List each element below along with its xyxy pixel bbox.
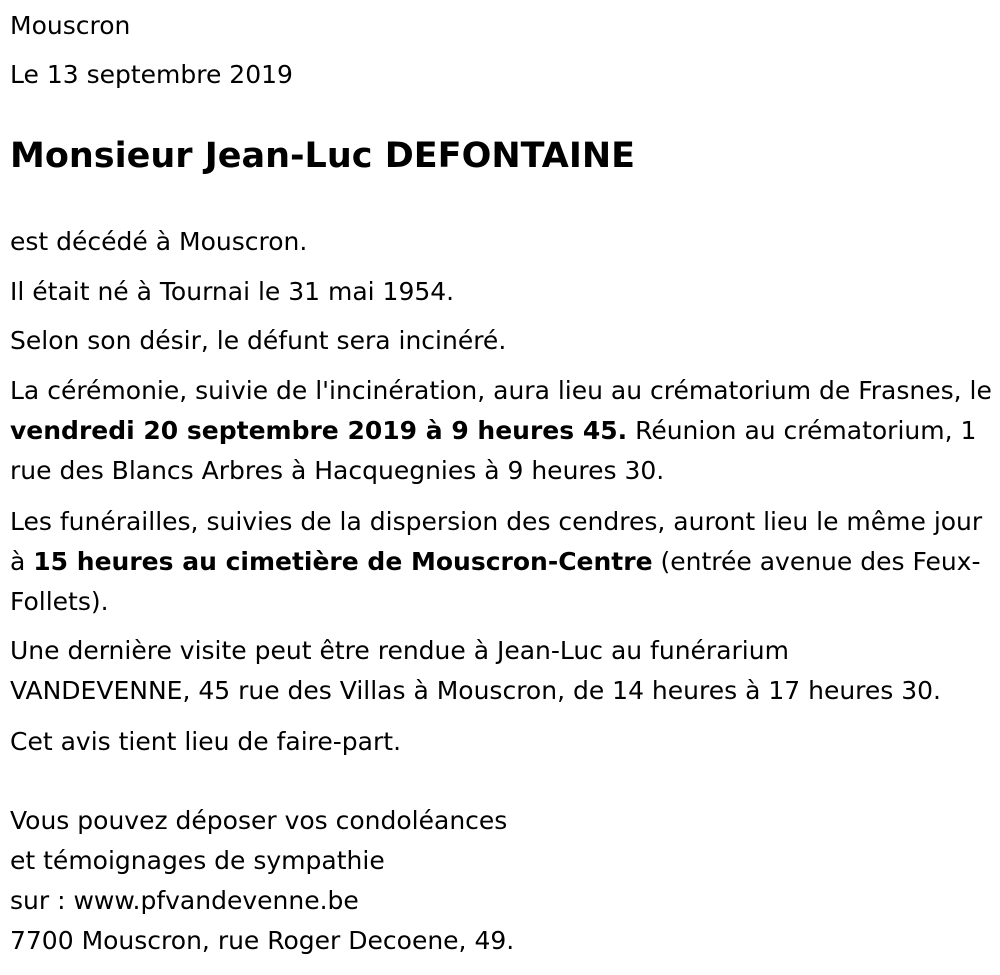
funeral-text-end: (entrée avenue des Feux-Follets). xyxy=(10,547,981,616)
funeral-text-start: Les funérailles, suivies de la dispersion des cendres, auront lieu le même jour à xyxy=(10,507,983,576)
ceremony-text-start: La cérémonie, suivie de l'incinération, aura lieu au crématorium de Frasnes, le xyxy=(10,376,992,405)
visit-line-2: VANDEVENNE, 45 rue des Villas à Mouscron, de 14 heures à 17 heures 30. xyxy=(10,676,942,705)
place-line: Mouscron xyxy=(10,11,131,40)
condolences-line-1: Vous pouvez déposer vos condoléances xyxy=(10,806,508,835)
ceremony-paragraph xyxy=(10,371,995,491)
visit-line-1: Une dernière visite peut être rendue à Jean-Luc au funérarium xyxy=(10,636,789,665)
ceremony-text-end: Réunion au crématorium, 1 rue des Blancs Arbres à Hacquegnies à 9 heures 30. xyxy=(10,416,977,485)
funeral-location: 15 heures au cimetière de Mouscron-Centre xyxy=(33,547,653,576)
cremation-wish-paragraph: Selon son désir, le défunt sera incinéré. xyxy=(10,326,507,355)
notice-statement-paragraph: Cet avis tient lieu de faire-part. xyxy=(10,727,402,756)
ceremony-datetime: vendredi 20 septembre 2019 à 9 heures 45. xyxy=(10,416,628,445)
condolences-website: sur : www.pfvandevenne.be xyxy=(10,886,359,915)
condolences-line-2: et témoignages de sympathie xyxy=(10,846,385,875)
date-line: Le 13 septembre 2019 xyxy=(10,60,293,89)
funeral-paragraph xyxy=(10,502,995,622)
death-paragraph: est décédé à Mouscron. xyxy=(10,227,308,256)
visit-paragraph xyxy=(10,631,995,711)
birth-paragraph: Il était né à Tournai le 31 mai 1954. xyxy=(10,277,455,306)
condolences-block xyxy=(10,801,514,961)
funeral-home-address: 7700 Mouscron, rue Roger Decoene, 49. xyxy=(10,926,515,955)
deceased-name-title: Monsieur Jean-Luc DEFONTAINE xyxy=(10,136,636,176)
